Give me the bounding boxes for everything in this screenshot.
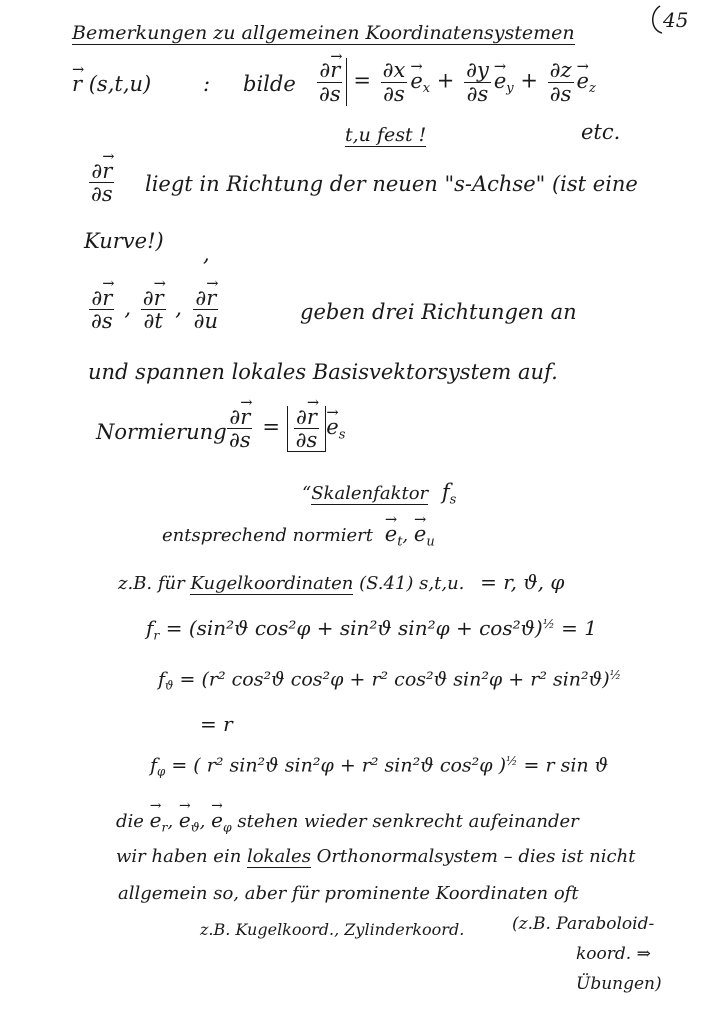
examples-text: z.B. Kugelkoord., Zylinderkoord. — [200, 920, 465, 939]
fixed-note: t,u fest ! — [345, 124, 427, 146]
spherical-example: z.B. für Kugelkoordinaten (S.41) s,t,u. = r, ϑ, φ — [118, 570, 565, 594]
scale-factor-theta: $f_ϑ = (r^2$ cos²ϑ cos²φ + r² cos²ϑ sin²φ + r² sin²ϑ)$^{\frac{1}{2}}$ — [158, 668, 622, 693]
normierung-label: Normierung — [96, 420, 227, 444]
normalization-equation: $\frac{\partial\to r}{\partial s}$ = $\frac{\partial\to r}{\partial s}$ → $e_s$ — [224, 406, 345, 452]
theta-result: = r — [200, 712, 233, 736]
paraboloid-note-2: koord. ⇒ — [576, 944, 651, 964]
heading: Bemerkungen zu allgemeinen Koordinatensystemen — [72, 22, 575, 44]
normed-text: entsprechend normiert → $e_t$, → $e_u$ — [162, 522, 435, 550]
etc-label: etc. — [581, 120, 621, 144]
curve-text: Kurve!) — [84, 229, 164, 253]
three-partials: $\frac{\partial\to r}{\partial s}$ , $\frac{\partial\to r}{\partial t}$ , $\frac{\partial\to r}{\partial u}$ — [86, 287, 223, 332]
general-text: allgemein so, aber für prominente Koordinaten oft — [118, 883, 579, 904]
page-number: 45 — [663, 8, 689, 32]
basis-text: und spannen lokales Basisvektorsystem auf. — [88, 360, 558, 384]
comma: , — [203, 242, 210, 266]
scale-factor-phi: $f_\varphi$ = ( r² sin²ϑ sin²φ + r² sin²ϑ cos²φ )$^{\frac{1}{2}}$ = r sin ϑ — [150, 754, 609, 779]
colon: : — [203, 72, 211, 96]
local-system-text: wir haben ein lokales Orthonormalsystem – dies ist nicht — [116, 846, 636, 867]
scale-factor-r: $f_r = (\sin^2ϑ$ cos²φ + sin²ϑ sin²φ + cos²ϑ)$^{\frac{1}{2}}$ = 1 — [146, 616, 597, 643]
partial-r-s: $\frac{\partial\to r}{\partial s}$ — [86, 160, 118, 205]
paraboloid-note-3: Übungen) — [576, 974, 662, 994]
bilde-label: bilde — [243, 72, 296, 96]
orthogonal-text: die → $e_r$, → $e_ϑ$, → $e_\varphi$ stehen wieder senkrecht aufeinander — [116, 808, 579, 834]
paraboloid-note-1: (z.B. Paraboloid- — [512, 914, 655, 934]
direction-text: liegt in Richtung der neuen "s-Achse" (ist eine — [145, 172, 638, 196]
partial-derivative-equation: $\frac{\partial\to r}{\partial s}$ = $\frac{\partial x}{\partial s}$ → $e_x$ + $\frac{\partial y}{\partial s}$ → $e_y$ + $\frac{\partial z}{\partial s}$ → $e_z$ — [314, 58, 596, 106]
vector-r-definition: → r (s,t,u) — [72, 72, 151, 96]
three-directions-text: geben drei Richtungen an — [300, 300, 577, 324]
scale-factor-note: “Skalenfaktor $f_s$ — [302, 480, 457, 508]
